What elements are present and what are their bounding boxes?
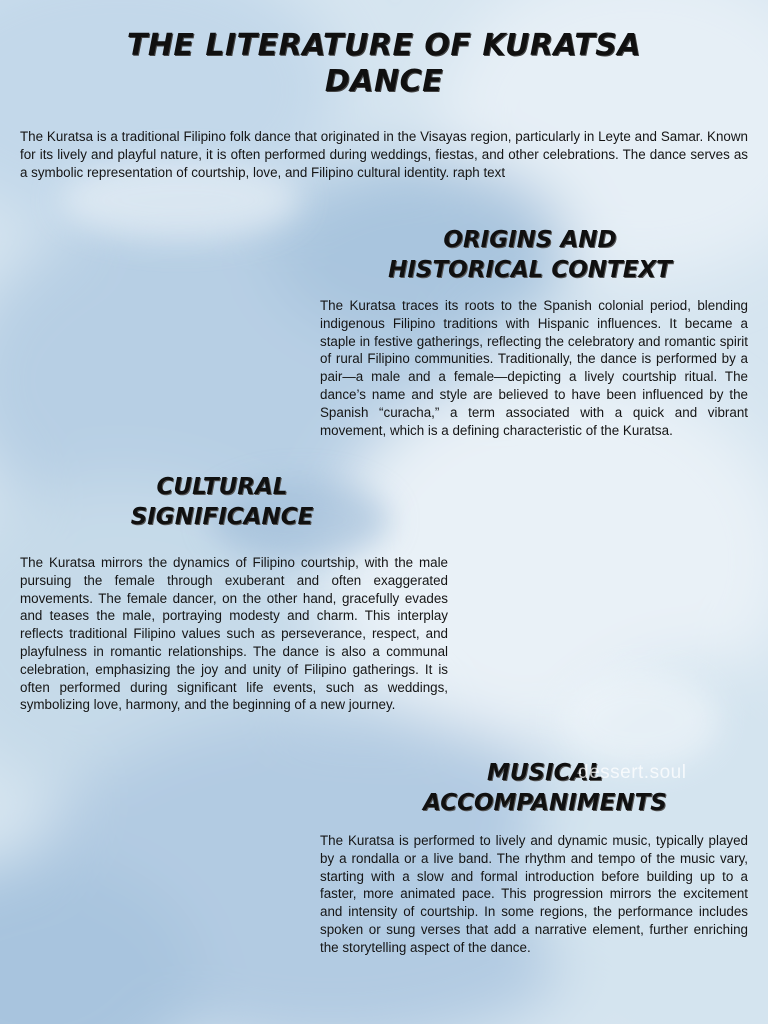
cultural-heading-line1: CULTURAL [156, 474, 288, 500]
musical-paragraph: The Kuratsa is performed to lively and dynamic music, typically played by a rondalla or a live band. The rhythm and tempo of the music vary, starting with a slow and formal introduction before building up to a faster, more animated pace. This progression mirrors the excitement and intensity of courtship. In some regions, the performance includes spoken or sung verses that add a narrative element, further enriching the storytelling aspect of the dance. [320, 833, 748, 955]
musical-heading-line2: ACCOMPANIMENTS [423, 790, 667, 816]
intro-paragraph: The Kuratsa is a traditional Filipino folk dance that originated in the Visayas region, particularly in Leyte and Samar. Known for its lively and playful nature, it is often performed during weddings, fiestas, and other celebrations. The dance serves as a symbolic representation of courtship, love, and Filipino cultural identity. raph text [20, 129, 748, 180]
cultural-heading-line2: SIGNIFICANCE [130, 504, 314, 530]
origins-paragraph: The Kuratsa traces its roots to the Spanish colonial period, blending indigenous Filipino traditions with Hispanic influences. It became a staple in festive gatherings, reflecting the celebratory and romantic spirit of rural Filipino communities. Traditionally, the dance is performed by a pair—a male and a female—depicting a lively courtship ritual. The dance’s name and style are believed to have been influenced by the Spanish “curacha,” a term associated with a quick and vibrant movement, which is a defining characteristic of the Kuratsa. [320, 298, 748, 438]
page-title: THE LITERATURE OF KURATSA DANCE [126, 28, 642, 99]
cultural-paragraph: The Kuratsa mirrors the dynamics of Filipino courtship, with the male pursuing the female through exuberant and often exaggerated movements. The female dancer, on the other hand, gracefully evades and teases the male, portraying modesty and charm. This interplay reflects traditional Filipino values such as perseverance, respect, and playfulness in romantic relationships. The dance is also a communal celebration, emphasizing the joy and unity of Filipino gatherings. It is often performed during significant life events, such as weddings, symbolizing love, harmony, and the beginning of a new journey. [20, 555, 448, 713]
cultural-heading [82, 472, 362, 532]
musical-heading-line1: MUSICAL [486, 760, 604, 786]
origins-heading [350, 225, 710, 285]
origins-heading-line2: HISTORICAL CONTEXT [388, 257, 672, 283]
watermark: dessert.soul [578, 762, 687, 783]
origins-heading-line1: ORIGINS AND [443, 227, 617, 253]
